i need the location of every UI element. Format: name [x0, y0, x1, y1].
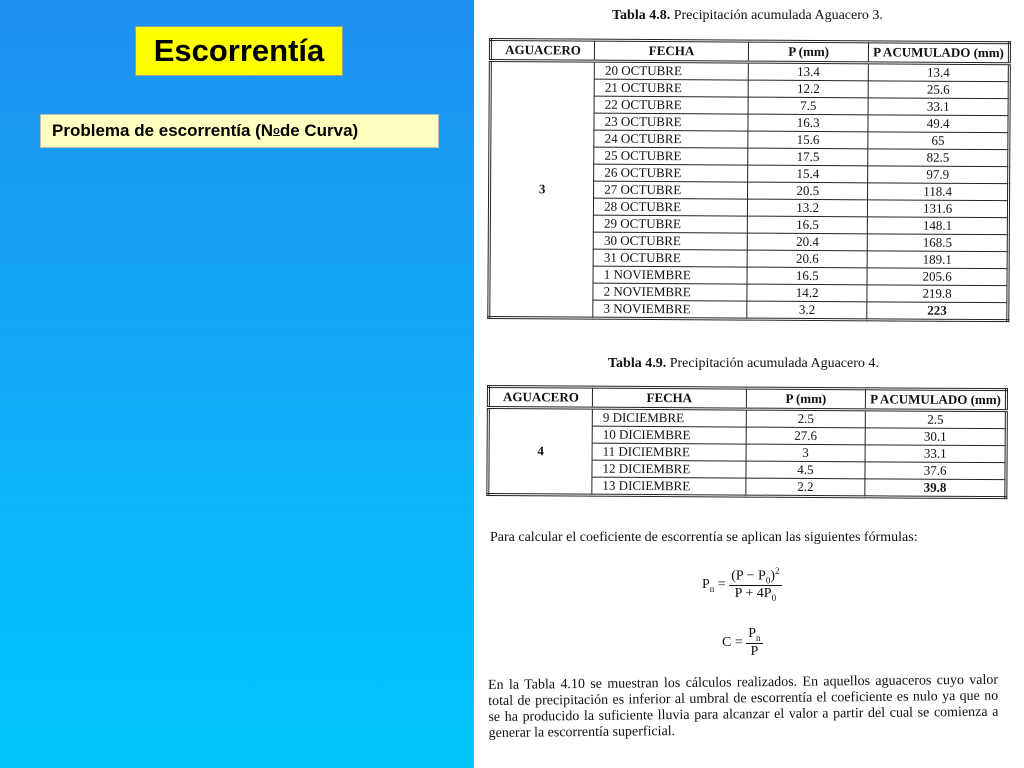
slide-title-text: Escorrentía [153, 33, 325, 68]
slide-left-panel [0, 0, 474, 768]
cell-fecha: 20 OCTUBRE [594, 61, 748, 80]
formula-c-lhs: C [722, 635, 732, 651]
cell-p: 15.4 [748, 165, 868, 183]
cell-p: 27.6 [746, 427, 866, 445]
cell-p-acumulado: 97.9 [868, 166, 1009, 184]
cell-fecha: 21 OCTUBRE [594, 79, 748, 97]
table-row [488, 408, 1006, 429]
cell-p: 16.3 [748, 114, 868, 132]
cell-fecha: 27 OCTUBRE [594, 181, 748, 199]
cell-p: 7.5 [748, 97, 868, 115]
header-p-acumulado: P ACUMULADO (mm) [866, 389, 1007, 411]
cell-fecha: 10 DICIEMBRE [592, 426, 746, 444]
cell-p: 4.5 [746, 461, 866, 479]
cell-p-acumulado: 205.6 [867, 268, 1008, 286]
cell-aguacero: 3 [489, 61, 595, 319]
cell-fecha: 24 OCTUBRE [594, 130, 748, 148]
table-4-8 [487, 38, 1011, 322]
cell-fecha: 30 OCTUBRE [593, 232, 747, 250]
cell-p: 20.6 [747, 250, 867, 268]
table-4-8-caption-text: Precipitación acumulada Aguacero 3. [670, 8, 883, 23]
header-p: P (mm) [748, 41, 868, 63]
cell-p-acumulado: 33.1 [868, 98, 1009, 116]
cell-p-acumulado: 33.1 [865, 445, 1006, 463]
subtitle-suffix: de Curva) [279, 121, 359, 140]
cell-p: 14.2 [747, 284, 867, 302]
header-aguacero: AGUACERO [488, 387, 592, 409]
cell-p: 20.4 [747, 233, 867, 251]
cell-p-acumulado: 39.8 [865, 479, 1006, 498]
cell-p-acumulado: 189.1 [867, 251, 1008, 269]
table-4-9-caption [608, 356, 879, 372]
cell-p-acumulado: 148.1 [868, 217, 1009, 235]
table-4-9-caption-text: Precipitación acumulada Aguacero 4. [666, 356, 879, 371]
cell-fecha: 25 OCTUBRE [594, 147, 748, 165]
cell-fecha: 9 DICIEMBRE [592, 408, 746, 427]
cell-fecha: 2 NOVIEMBRE [593, 283, 747, 301]
cell-p-acumulado: 13.4 [869, 63, 1010, 82]
cell-p: 16.5 [747, 267, 867, 285]
formula-c-numerator: $P_n$ [748, 626, 761, 643]
subtitle-sup: o [273, 125, 280, 137]
cell-fecha: 12 DICIEMBRE [592, 460, 746, 478]
cell-fecha: 28 OCTUBRE [594, 198, 748, 216]
formula-c-denominator: P [750, 643, 759, 659]
table-4-9 [486, 385, 1008, 499]
cell-fecha: 29 OCTUBRE [594, 215, 748, 233]
table-row [490, 61, 1009, 82]
header-p: P (mm) [746, 388, 866, 410]
formula-pn-lhs: $P_n$ [702, 576, 715, 594]
results-paragraph: En la Tabla 4.10 se muestran los cálculos realizados. En aquellos aguaceros cuyo valor total de precipitación es inferior al umbral de escorrentía el coeficiente es nulo ya que no se ha producido la suficiente lluvia para alcanzar el valor a partir del cual se comienza a generar la escorrentía superficial. [488, 672, 999, 741]
table-4-8-caption [612, 8, 883, 24]
formula-pn-numerator: $(P - P_0)^2$ [731, 566, 780, 586]
scanned-document [474, 0, 1024, 768]
cell-fecha: 26 OCTUBRE [594, 164, 748, 182]
cell-p: 13.2 [748, 199, 868, 217]
cell-p: 17.5 [748, 148, 868, 166]
cell-fecha: 11 DICIEMBRE [592, 443, 746, 461]
formula-c [722, 626, 763, 660]
cell-fecha: 3 NOVIEMBRE [593, 300, 747, 319]
cell-p: 16.5 [747, 216, 867, 234]
header-p-acumulado: P ACUMULADO (mm) [869, 42, 1010, 64]
cell-p-acumulado: 25.6 [868, 81, 1009, 99]
cell-fecha: 13 DICIEMBRE [592, 477, 746, 496]
cell-fecha: 22 OCTUBRE [594, 96, 748, 114]
cell-fecha: 1 NOVIEMBRE [593, 266, 747, 284]
formula-pn-fraction [729, 566, 781, 603]
cell-aguacero: 4 [488, 408, 593, 496]
formula-c-fraction [746, 626, 762, 660]
cell-p-acumulado: 2.5 [866, 410, 1007, 429]
cell-p-acumulado: 168.5 [867, 234, 1008, 252]
header-fecha: FECHA [595, 40, 749, 62]
cell-p-acumulado: 30.1 [865, 428, 1006, 446]
header-fecha: FECHA [592, 387, 746, 409]
slide-title [135, 26, 343, 76]
formula-c-equals: = [734, 635, 743, 651]
formula-pn [702, 566, 782, 603]
cell-p: 2.2 [745, 478, 865, 497]
cell-p: 13.4 [748, 62, 868, 81]
cell-p: 3 [746, 444, 866, 462]
cell-p-acumulado: 219.8 [867, 285, 1008, 303]
cell-fecha: 31 OCTUBRE [593, 249, 747, 267]
formula-intro: Para calcular el coeficiente de escorrentía se aplican las siguientes fórmulas: [490, 530, 918, 545]
cell-p-acumulado: 131.6 [868, 200, 1009, 218]
cell-p: 3.2 [747, 301, 867, 320]
cell-p-acumulado: 37.6 [865, 462, 1006, 480]
cell-p-acumulado: 49.4 [868, 115, 1009, 133]
cell-p-acumulado: 82.5 [868, 149, 1009, 167]
cell-p-acumulado: 118.4 [868, 183, 1009, 201]
cell-p: 15.6 [748, 131, 868, 149]
cell-p-acumulado: 65 [868, 132, 1009, 150]
table-4-9-caption-label: Tabla 4.9. [608, 356, 667, 371]
cell-p: 12.2 [748, 80, 868, 98]
table-4-8-body [489, 61, 1010, 321]
subtitle-prefix: Problema de escorrentía (N [52, 121, 274, 140]
table-4-8-caption-label: Tabla 4.8. [612, 8, 671, 23]
formula-pn-denominator: $P + 4P_0$ [734, 586, 777, 604]
formula-pn-equals: = [717, 576, 726, 592]
cell-p: 20.5 [748, 182, 868, 200]
table-4-9-body [488, 408, 1007, 498]
slide-subtitle [40, 114, 439, 148]
cell-p-acumulado: 223 [867, 302, 1008, 321]
cell-p: 2.5 [746, 409, 866, 428]
header-aguacero: AGUACERO [490, 40, 594, 62]
cell-fecha: 23 OCTUBRE [594, 113, 748, 131]
